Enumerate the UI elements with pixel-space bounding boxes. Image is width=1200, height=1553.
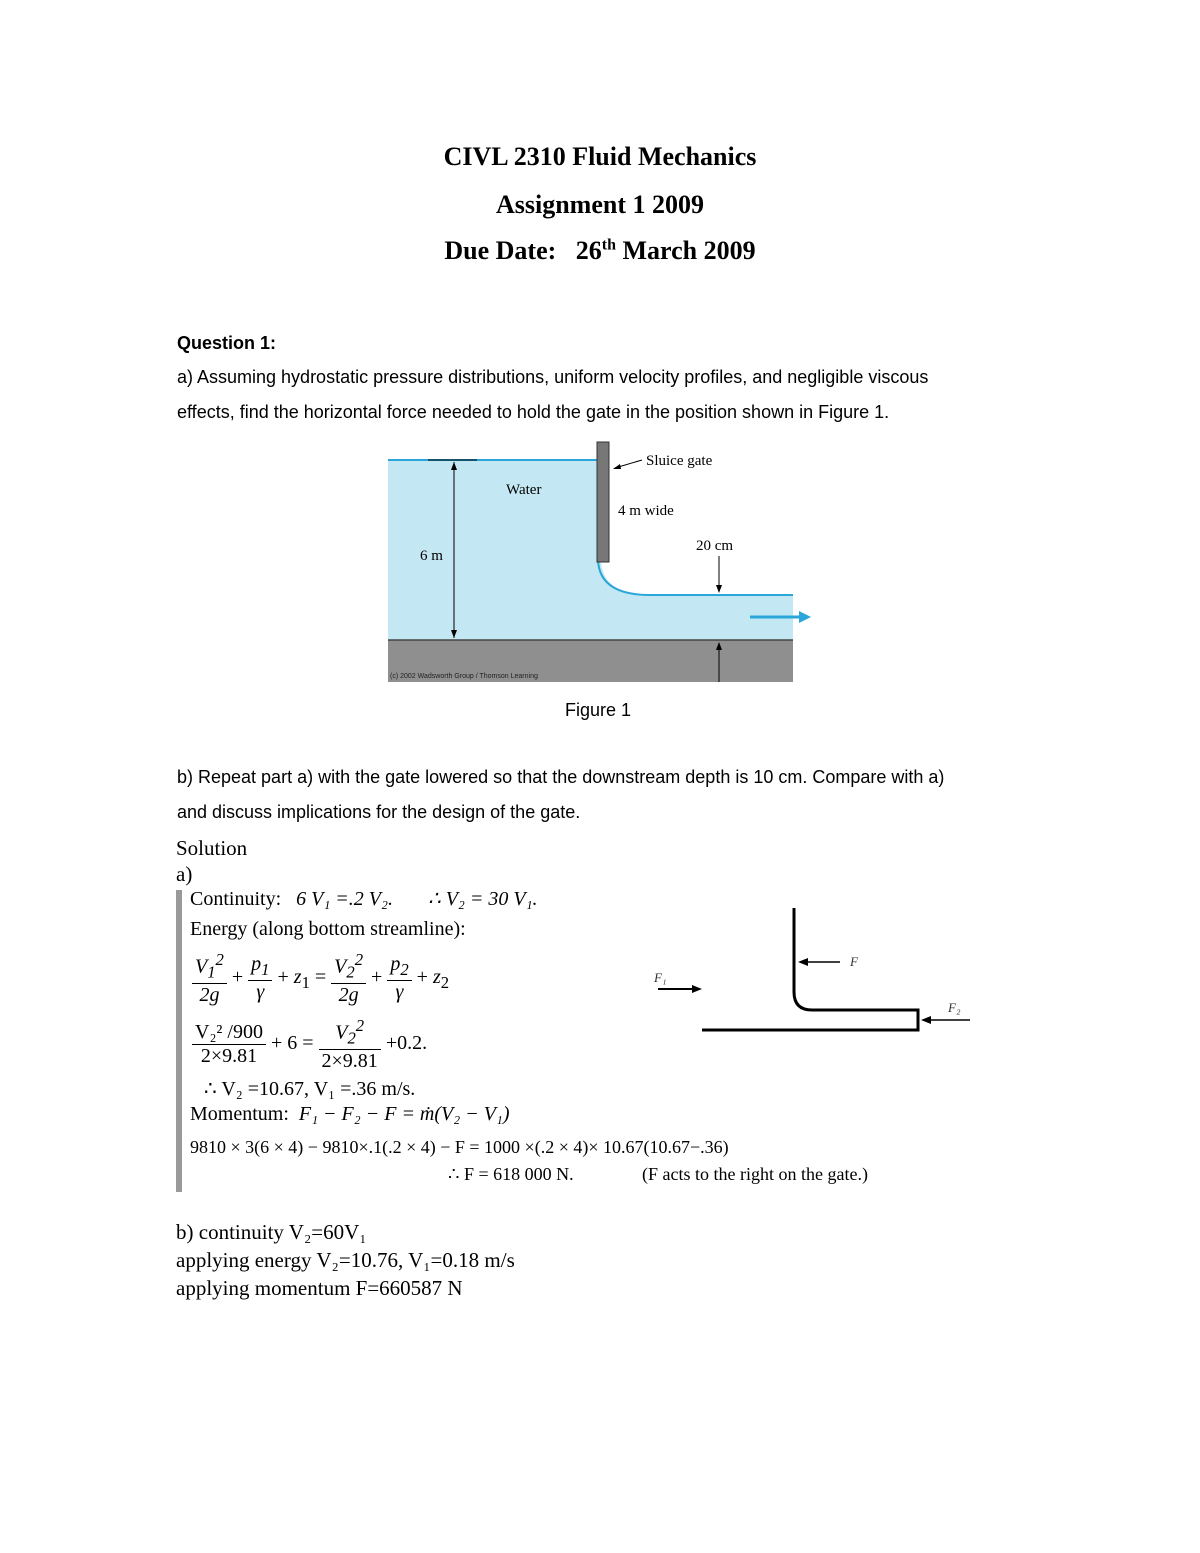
energy-result: ∴ V₂ =10.67, V₁ =.36 m/s. [204,1078,416,1100]
fbd-gate-outline [702,908,918,1030]
momentum-label: Momentum: [190,1103,289,1125]
part-b-line-2: and discuss implications for the design of the gate. [177,802,581,822]
assignment-title: Assignment 1 2009 [495,190,704,219]
part-b-energy: applying energy V₂=10.76, V₁=0.18 m/s [176,1248,515,1272]
momentum-eq: F₁ − F₂ − F = ṁ(V₂ − V₁) [298,1103,510,1125]
energy-den-right: 2×9.81 [321,1049,378,1072]
fbd-label-f1: F₁ [654,970,667,985]
momentum-numbers: 9810 × 3(6 × 4) − 9810×.1(.2 × 4) − F = 1000 ×(.2 × 4)× 10.67(10.67−.36) [190,1137,729,1157]
momentum-note: (F acts to the right on the gate.) [642,1164,868,1184]
fbd-force-f1-arrow [692,985,702,993]
fbd-label-f: F [850,954,858,969]
solution-part-a: a) [176,862,193,886]
due-sup: th [601,236,617,254]
energy-mid: + 6 = [270,1031,314,1054]
due-rest: March 2009 [622,236,756,265]
label-20cm: 20 cm [696,538,734,554]
fbd-label-f2: F₂ [948,1000,961,1015]
free-body-diagram [640,900,975,1040]
dim-20cm-arrow-top [716,585,722,593]
momentum-line [190,1103,510,1126]
energy-num-left: V₂² /900 [192,1021,266,1045]
momentum-result: ∴ F = 618 000 N. [448,1164,574,1184]
course-title: CIVL 2310 Fluid Mechanics [443,142,757,171]
energy-den-left: 2×9.81 [200,1044,258,1067]
figure-1-caption: Figure 1 [565,700,632,720]
label-sluice-gate: Sluice gate [646,453,713,469]
fbd-force-f2-arrow [921,1016,931,1024]
downstream-surface [598,558,793,595]
continuity-result: ∴ V₂ = 30 V₁. [427,888,538,910]
due-prefix: Due Date: [444,236,557,265]
continuity-line [190,886,538,911]
label-copyright: (c) 2002 Wadsworth Group / Thomson Learning [390,673,538,680]
label-6m: 6 m [420,548,443,564]
flow-arrow-head [799,611,811,623]
question-heading: Question 1: [177,333,277,353]
part-b-line-1: b) Repeat part a) with the gate lowered so that the downstream depth is 10 cm. Compare with a) [177,767,945,787]
fbd-force-f-arrow [798,958,808,966]
part-b-momentum: applying momentum F=660587 N [176,1276,463,1300]
solution-heading: Solution [176,836,248,860]
energy-label: Energy (along bottom streamline): [190,918,466,940]
part-a-line-2: effects, find the horizontal force needed to hold the gate in the position shown in Figure 1. [177,402,890,422]
due-day: 26 [575,236,602,265]
label-water: Water [506,482,542,498]
continuity-eq: 6 V₁ =.2 V₂. [296,888,393,910]
part-b-continuity: b) continuity V₂=60V₁ [176,1220,367,1244]
gate-leader-arrow [613,464,621,469]
sluice-gate [597,442,609,562]
solution-sidebar [176,890,182,1192]
label-width: 4 m wide [618,503,674,519]
figure-1-diagram [380,438,820,688]
energy-rhs: +0.2. [385,1031,428,1054]
downstream-water [601,558,793,640]
part-a-line-1: a) Assuming hydrostatic pressure distributions, uniform velocity profiles, and negligible viscous [177,367,929,387]
bernoulli-equation: $\frac{V_1^2}{2g}$ + $\frac{p_1}{\gamma}$ + $z_1$ = $\frac{V_2^2}{2g}$ + $\frac{p_2}{\gamma}$ + $z_2$ [192,950,449,1007]
continuity-label: Continuity: [190,888,282,910]
energy-plugged: $\frac{\text{V₂² /900}}{2\times 9.81}$ + 6 = $\frac{V_2^2}{2\times 9.81}$ +0.2. [192,1016,427,1073]
due-date [0,236,1200,266]
